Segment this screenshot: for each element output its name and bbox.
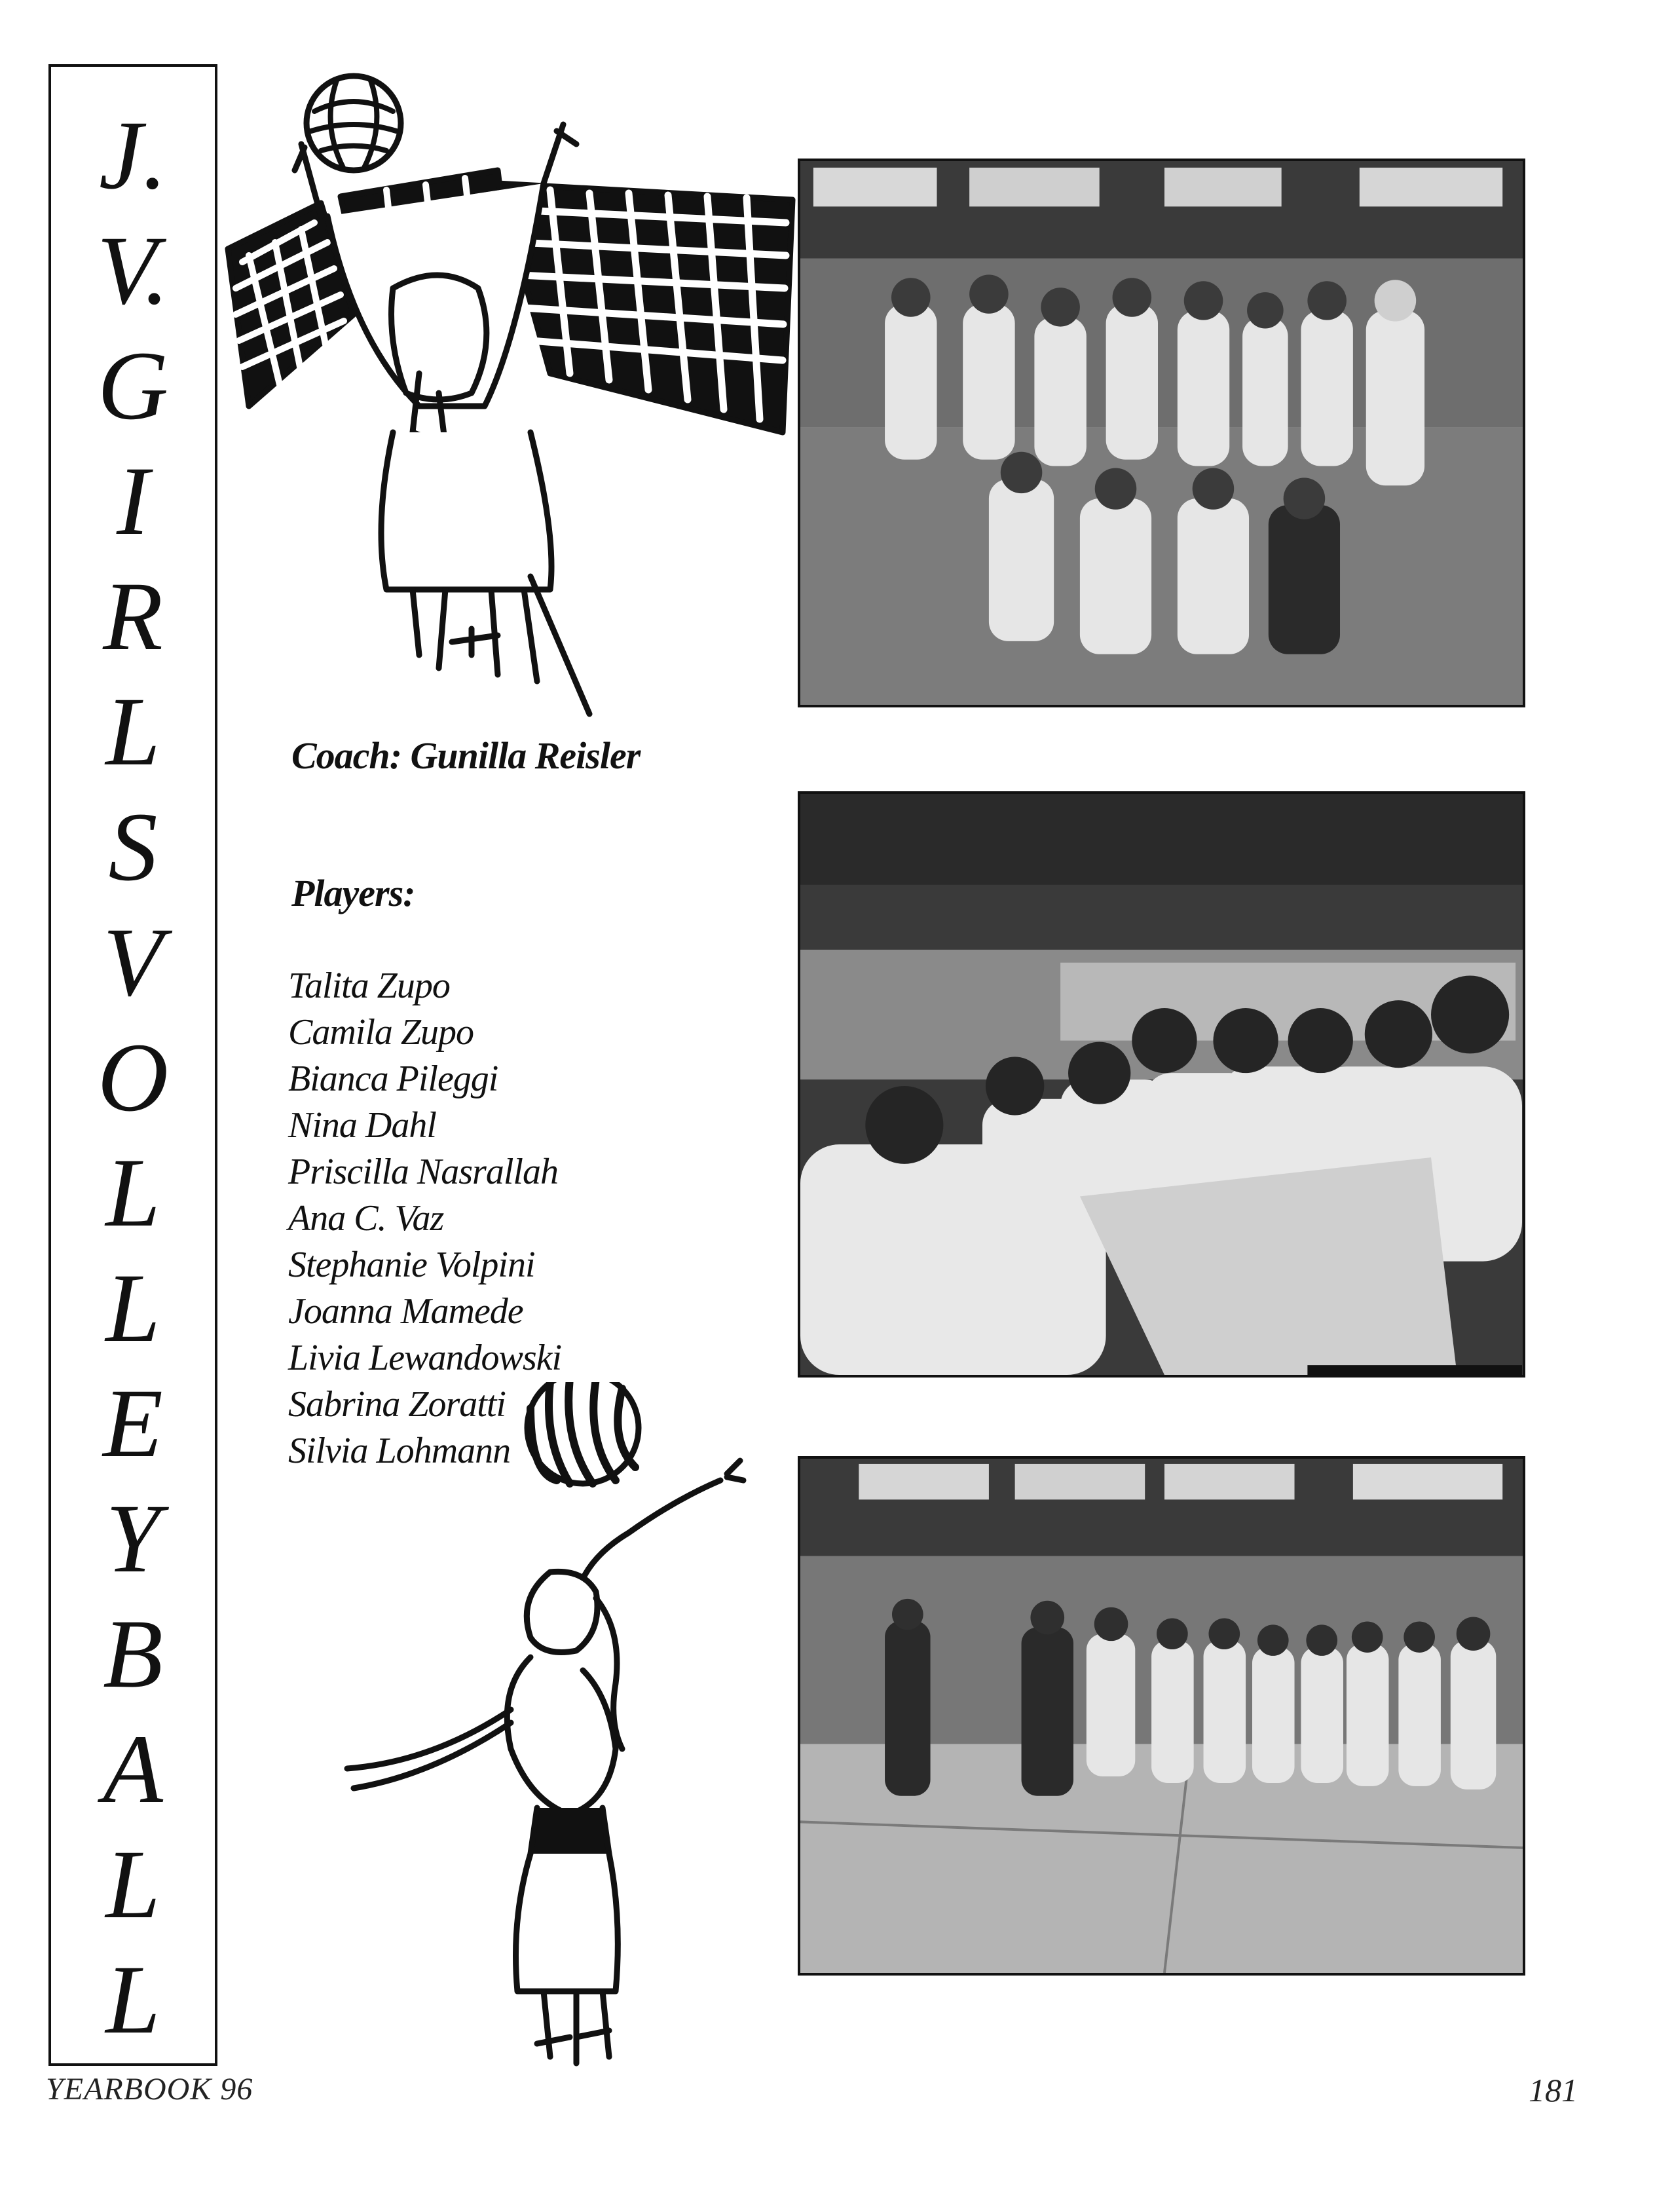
title-letter: E: [103, 1369, 163, 1478]
vertical-title-box: [48, 64, 217, 2066]
player-name: Ana C. Vaz: [288, 1198, 444, 1239]
title-letter: L: [105, 1945, 160, 2054]
team-photo-gym: [798, 159, 1525, 707]
title-letter: V.: [97, 216, 169, 325]
player-name: Silvia Lohmann: [288, 1431, 511, 1471]
vertical-title: [51, 67, 215, 2063]
player-name: Joanna Mamede: [288, 1291, 523, 1332]
coach-line: Coach: Gunilla Reisler: [291, 734, 641, 777]
title-letter: I: [117, 447, 149, 555]
player-name: Sabrina Zoratti: [288, 1384, 506, 1425]
net-right: [498, 183, 792, 432]
volleyball-serve-player-drawing: [334, 1382, 792, 2070]
player-name: Priscilla Nasrallah: [288, 1152, 558, 1192]
player-name: Bianca Pileggi: [288, 1059, 498, 1099]
players-list: [288, 963, 561, 1474]
player-name: Talita Zupo: [288, 965, 450, 1006]
footer-yearbook: YEARBOOK 96: [46, 2072, 253, 2107]
title-letter: R: [103, 562, 163, 671]
title-letter: L: [105, 677, 160, 786]
player-name: Livia Lewandowski: [288, 1338, 562, 1378]
title-letter: O: [97, 1023, 169, 1132]
team-photo-court: [798, 1456, 1525, 1976]
page-number: 181: [1529, 2072, 1578, 2109]
volleyball-net-player-drawing: [223, 66, 799, 727]
title-letter: B: [103, 1600, 163, 1708]
players-heading: Players:: [291, 872, 415, 914]
title-letter: J.: [98, 101, 168, 210]
title-letter: G: [97, 331, 169, 440]
title-letter: Y: [105, 1484, 160, 1593]
player-head: [527, 1571, 597, 1652]
player-name: Camila Zupo: [288, 1012, 474, 1053]
team-photo-table: [798, 791, 1525, 1378]
title-letter: A: [103, 1715, 163, 1824]
player-name: Nina Dahl: [288, 1105, 436, 1146]
title-letter: S: [108, 793, 158, 901]
title-letter: L: [105, 1138, 160, 1247]
title-letter: L: [105, 1830, 160, 1939]
title-letter: V: [103, 908, 163, 1017]
player-name: Stephanie Volpini: [288, 1245, 535, 1285]
title-letter: L: [105, 1254, 160, 1362]
